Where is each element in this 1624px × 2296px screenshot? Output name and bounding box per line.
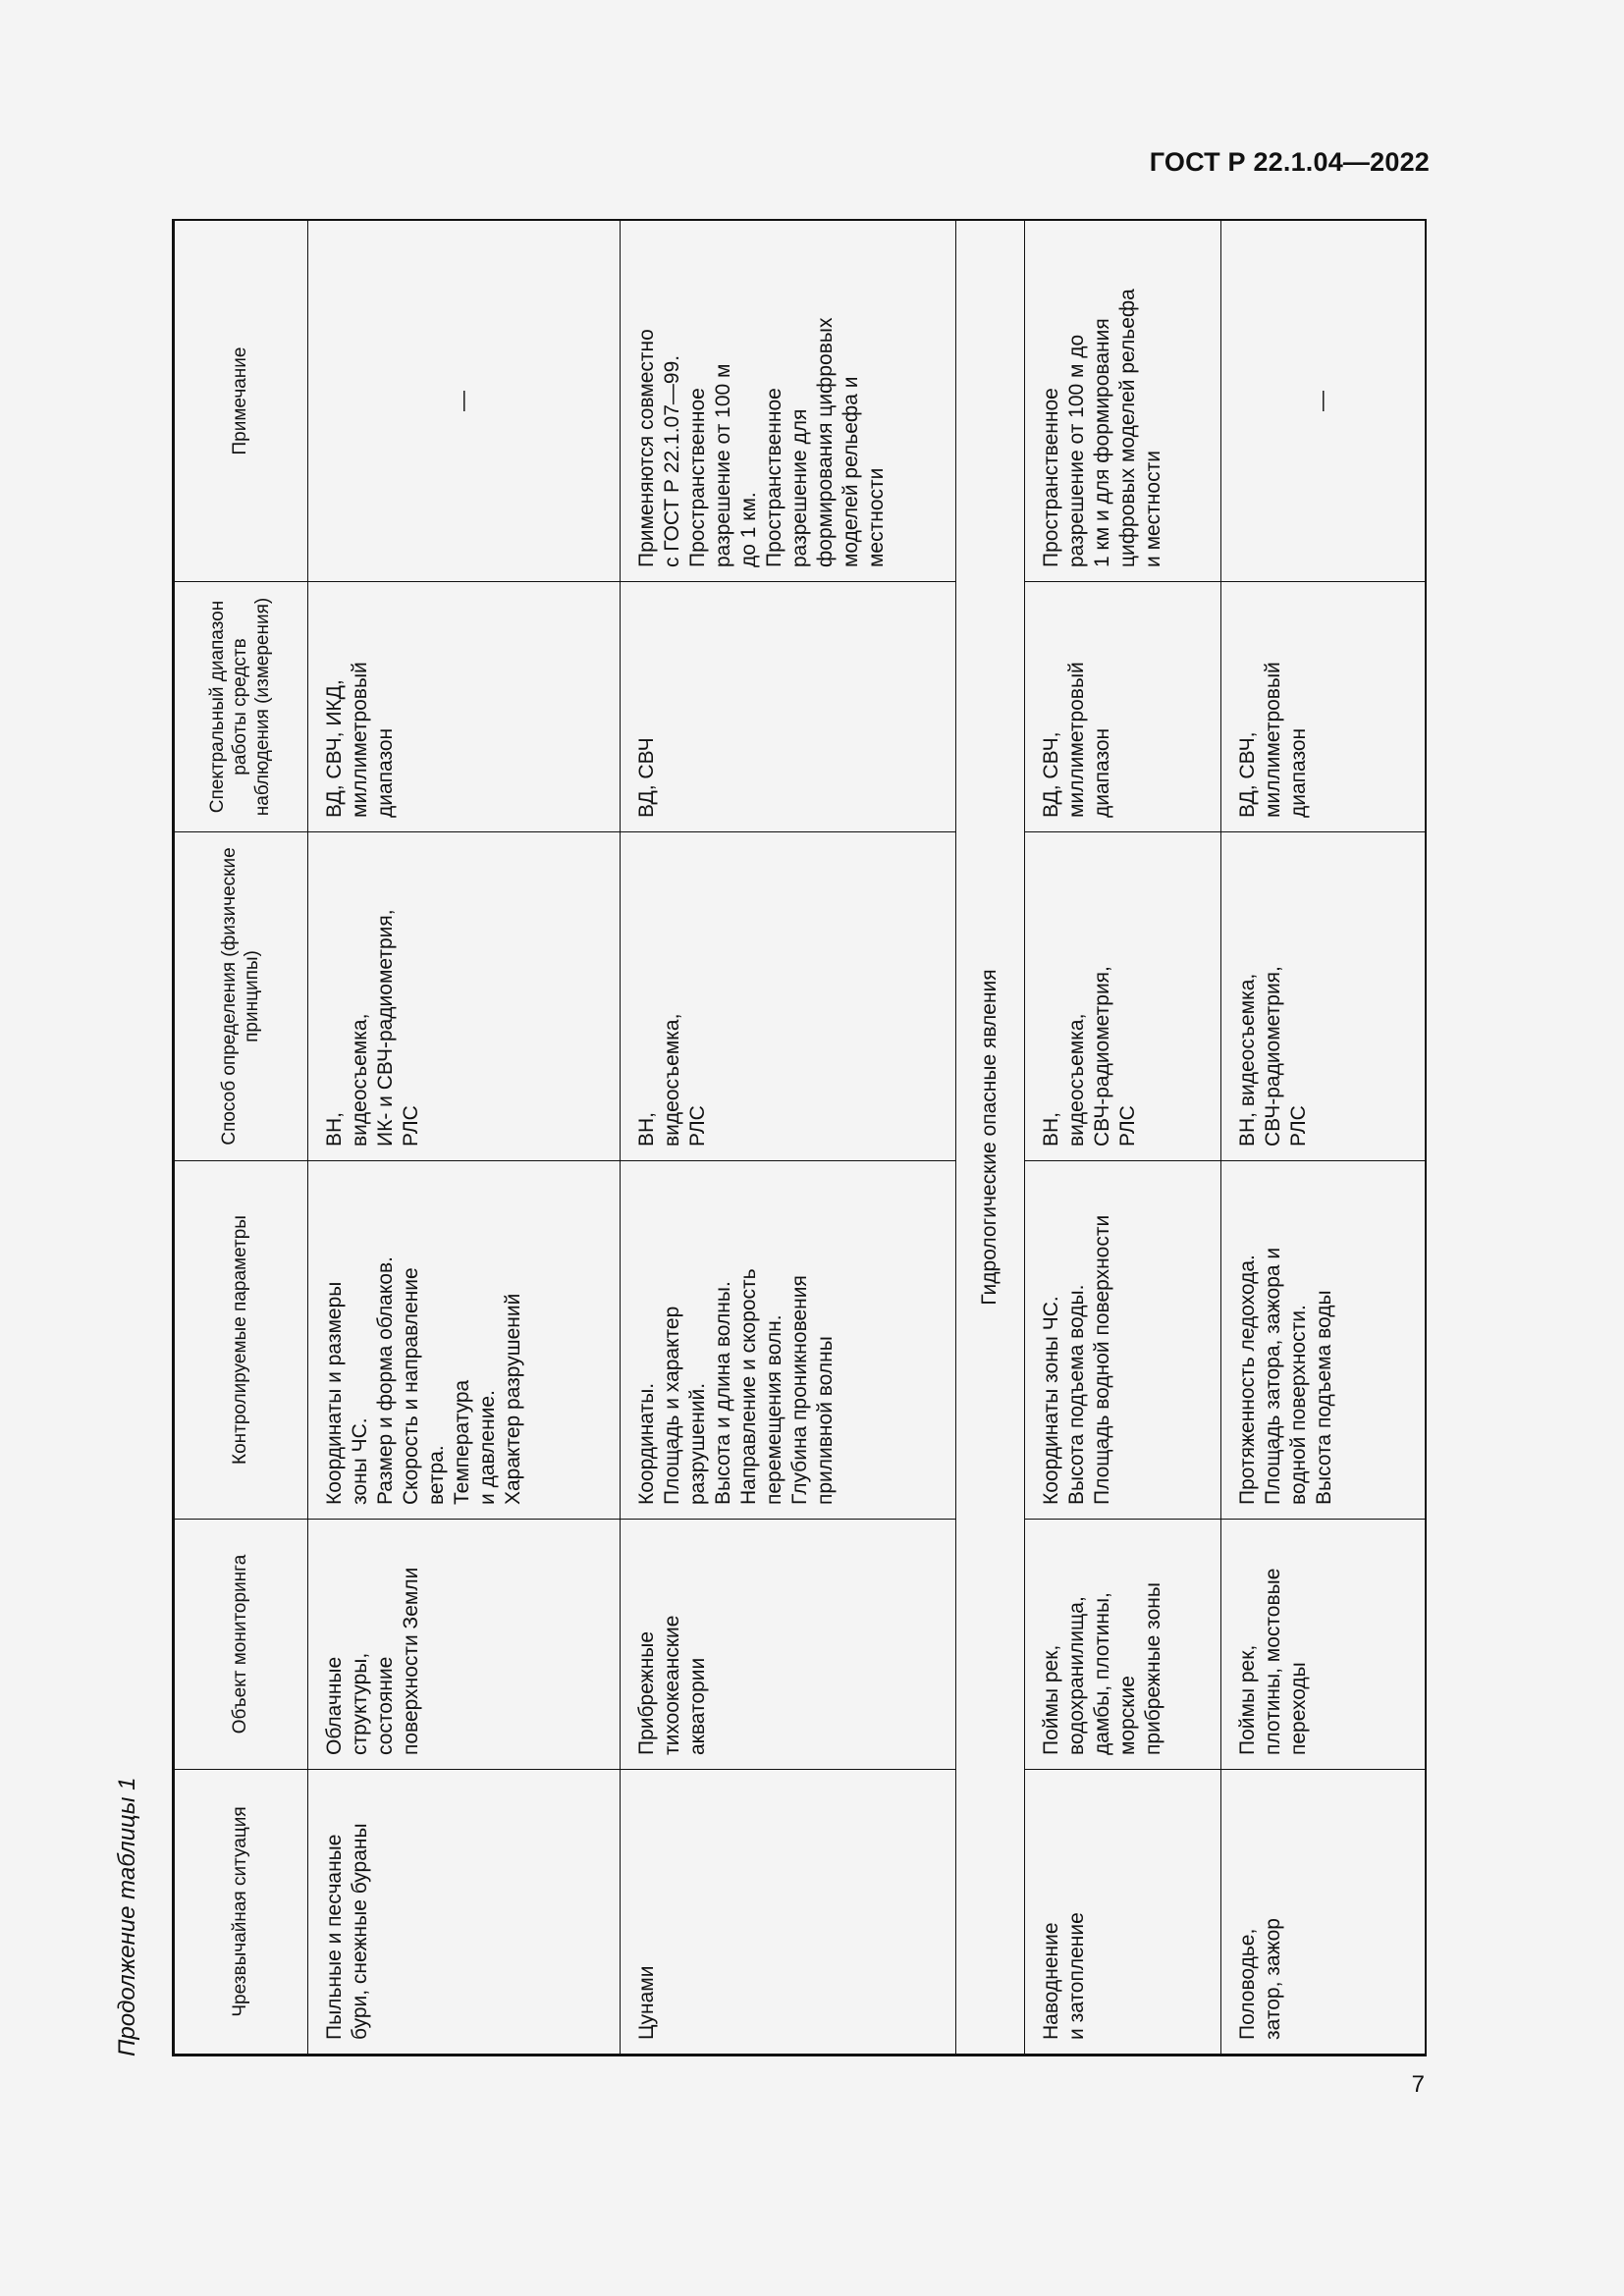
table-row <box>308 221 621 2055</box>
table-row <box>1221 221 1426 2055</box>
cell-object: Поймы рек, плотины, мостовые переходы <box>1221 1520 1426 1770</box>
table-continuation-caption: Продолжение таблицы 1 <box>114 1777 140 2056</box>
cell-method: ВН, видеосъемка, СВЧ-радиометрия, РЛС <box>1221 832 1426 1161</box>
section-row <box>956 221 1025 2055</box>
cell-method: ВН, видеосъемка, РЛС <box>621 832 956 1161</box>
cell-situation: Пыльные и песчаные бури, снежные бураны <box>308 1770 621 2055</box>
cell-spectrum: ВД, СВЧ, ИКД, миллиметровый диапазон <box>308 582 621 832</box>
table-row <box>1025 221 1221 2055</box>
page-number: 7 <box>1411 2071 1425 2098</box>
cell-params: Координаты. Площадь и характер разрушений. Высота и длина волны. Направление и скорость перемещения волн. Глубина проникновения приливной волны <box>621 1161 956 1520</box>
table-row <box>621 221 956 2055</box>
cell-note: — <box>1221 221 1426 582</box>
rotated-table <box>174 221 1425 2055</box>
cell-object: Прибрежные тихоокеанские акватории <box>621 1520 956 1770</box>
cell-spectrum: ВД, СВЧ, миллиметровый диапазон <box>1221 582 1426 832</box>
cell-note: Пространственное разрешение от 100 м до 1 км и для формирования цифровых моделей рельефа и местности <box>1025 221 1221 582</box>
rotated-table-frame <box>172 219 1427 2056</box>
header-method: Способ определения (физические принципы) <box>175 832 308 1161</box>
monitoring-table <box>174 220 1426 2055</box>
cell-params: Координаты зоны ЧС. Высота подъема воды. Площадь водной поверхности <box>1025 1161 1221 1520</box>
cell-situation: Цунами <box>621 1770 956 2055</box>
header-object: Объект мониторинга <box>175 1520 308 1770</box>
cell-spectrum: ВД, СВЧ, миллиметровый диапазон <box>1025 582 1221 832</box>
section-title: Гидрологические опасные явления <box>956 221 1025 2055</box>
cell-object: Поймы рек, водохранилища, дамбы, плотины, морские прибрежные зоны <box>1025 1520 1221 1770</box>
cell-spectrum: ВД, СВЧ <box>621 582 956 832</box>
cell-method: ВН, видеосъемка, СВЧ-радиометрия, РЛС <box>1025 832 1221 1161</box>
cell-situation: Наводнение и затопление <box>1025 1770 1221 2055</box>
cell-note: — <box>308 221 621 582</box>
cell-method: ВН, видеосъемка, ИК- и СВЧ-радиометрия, РЛС <box>308 832 621 1161</box>
cell-note: Применяются совместно с ГОСТ Р 22.1.07—99. Пространственное разрешение от 100 м до 1 км. Пространственное разрешение для формирования цифровых моделей рельефа и местности <box>621 221 956 582</box>
header-situation: Чрезвычайная ситуация <box>175 1770 308 2055</box>
cell-params: Протяженность ледохода. Площадь затора, зажора и водной поверхности. Высота подъема воды <box>1221 1161 1426 1520</box>
cell-params: Координаты и размеры зоны ЧС. Размер и форма облаков. Скорость и направление ветра. Температура и давление. Характер разрушений <box>308 1161 621 1520</box>
header-params: Контролируемые параметры <box>175 1161 308 1520</box>
cell-situation: Половодье, затор, зажор <box>1221 1770 1426 2055</box>
header-spectrum: Спектральный диапазон работы средств наблюдения (измерения) <box>175 582 308 832</box>
header-note: Примечание <box>175 221 308 582</box>
cell-object: Облачные структуры, состояние поверхности Земли <box>308 1520 621 1770</box>
table-header-row <box>175 221 308 2055</box>
document-id: ГОСТ Р 22.1.04—2022 <box>1149 147 1430 177</box>
